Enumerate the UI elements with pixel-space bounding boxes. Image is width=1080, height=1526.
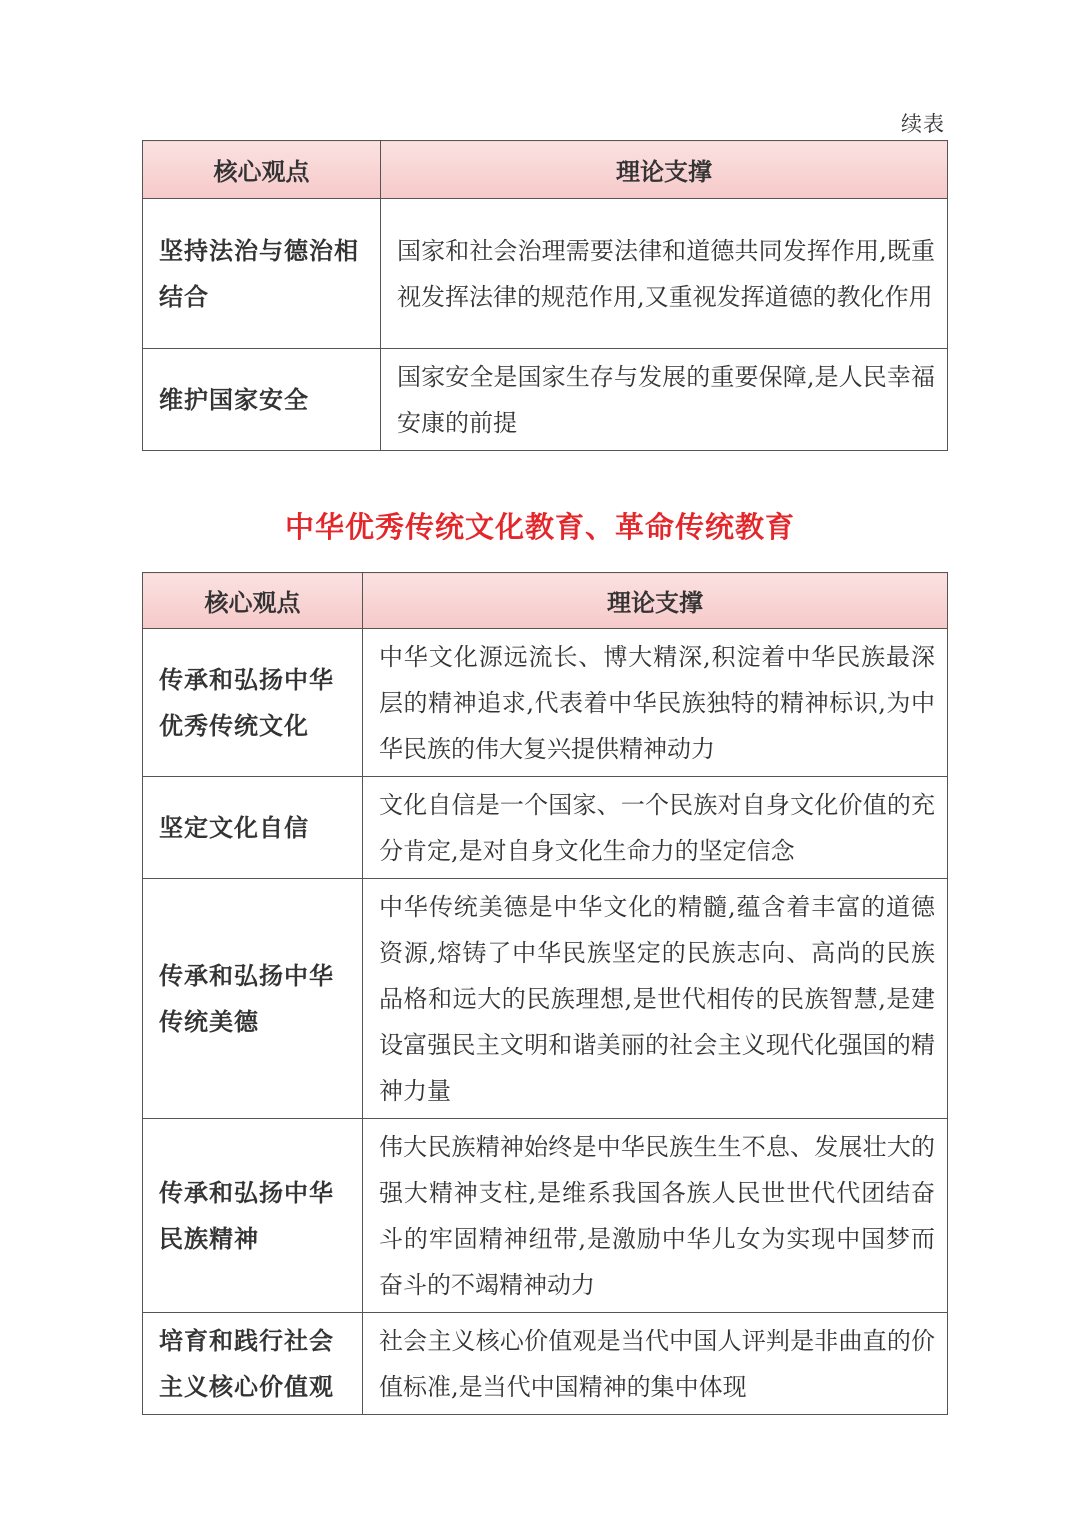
theory-support-cell: 社会主义核心价值观是当代中国人评判是非曲直的价值标准,是当代中国精神的集中体现 xyxy=(363,1313,948,1415)
traditional-culture-table xyxy=(142,572,948,1415)
table-row xyxy=(143,349,948,451)
core-view-cell: 培育和践行社会主义核心价值观 xyxy=(143,1313,363,1415)
core-view-cell: 坚持法治与德治相结合 xyxy=(143,199,381,349)
core-view-cell: 传承和弘扬中华优秀传统文化 xyxy=(143,629,363,777)
header-theory-support: 理论支撑 xyxy=(363,573,948,629)
core-view-cell: 传承和弘扬中华传统美德 xyxy=(143,879,363,1119)
table-row xyxy=(143,199,948,349)
table-row xyxy=(143,1313,948,1415)
theory-support-cell: 中华传统美德是中华文化的精髓,蕴含着丰富的道德资源,熔铸了中华民族坚定的民族志向、高尚的民族品格和远大的民族理想,是世代相传的民族智慧,是建设富强民主文明和谐美丽的社会主义现代化强国的精神力量 xyxy=(363,879,948,1119)
table-row xyxy=(143,629,948,777)
theory-support-cell: 中华文化源远流长、博大精深,积淀着中华民族最深层的精神追求,代表着中华民族独特的精神标识,为中华民族的伟大复兴提供精神动力 xyxy=(363,629,948,777)
header-core-view: 核心观点 xyxy=(143,573,363,629)
header-core-view: 核心观点 xyxy=(143,141,381,199)
table-row xyxy=(143,777,948,879)
core-view-cell: 维护国家安全 xyxy=(143,349,381,451)
core-view-cell: 传承和弘扬中华民族精神 xyxy=(143,1119,363,1313)
header-theory-support: 理论支撑 xyxy=(381,141,948,199)
table-header-row xyxy=(143,141,948,199)
theory-support-cell: 国家和社会治理需要法律和道德共同发挥作用,既重视发挥法律的规范作用,又重视发挥道德的教化作用 xyxy=(381,199,948,349)
section-title: 中华优秀传统文化教育、革命传统教育 xyxy=(284,510,795,544)
rule-of-law-table xyxy=(142,140,948,451)
table-row xyxy=(143,879,948,1119)
theory-support-cell: 文化自信是一个国家、一个民族对自身文化价值的充分肯定,是对自身文化生命力的坚定信念 xyxy=(363,777,948,879)
table-row xyxy=(143,1119,948,1313)
table-header-row xyxy=(143,573,948,629)
theory-support-cell: 伟大民族精神始终是中华民族生生不息、发展壮大的强大精神支柱,是维系我国各族人民世世代代团结奋斗的牢固精神纽带,是激励中华儿女为实现中国梦而奋斗的不竭精神动力 xyxy=(363,1119,948,1313)
theory-support-cell: 国家安全是国家生存与发展的重要保障,是人民幸福安康的前提 xyxy=(381,349,948,451)
core-view-cell: 坚定文化自信 xyxy=(143,777,363,879)
continued-table-label: 续表 xyxy=(901,112,945,136)
